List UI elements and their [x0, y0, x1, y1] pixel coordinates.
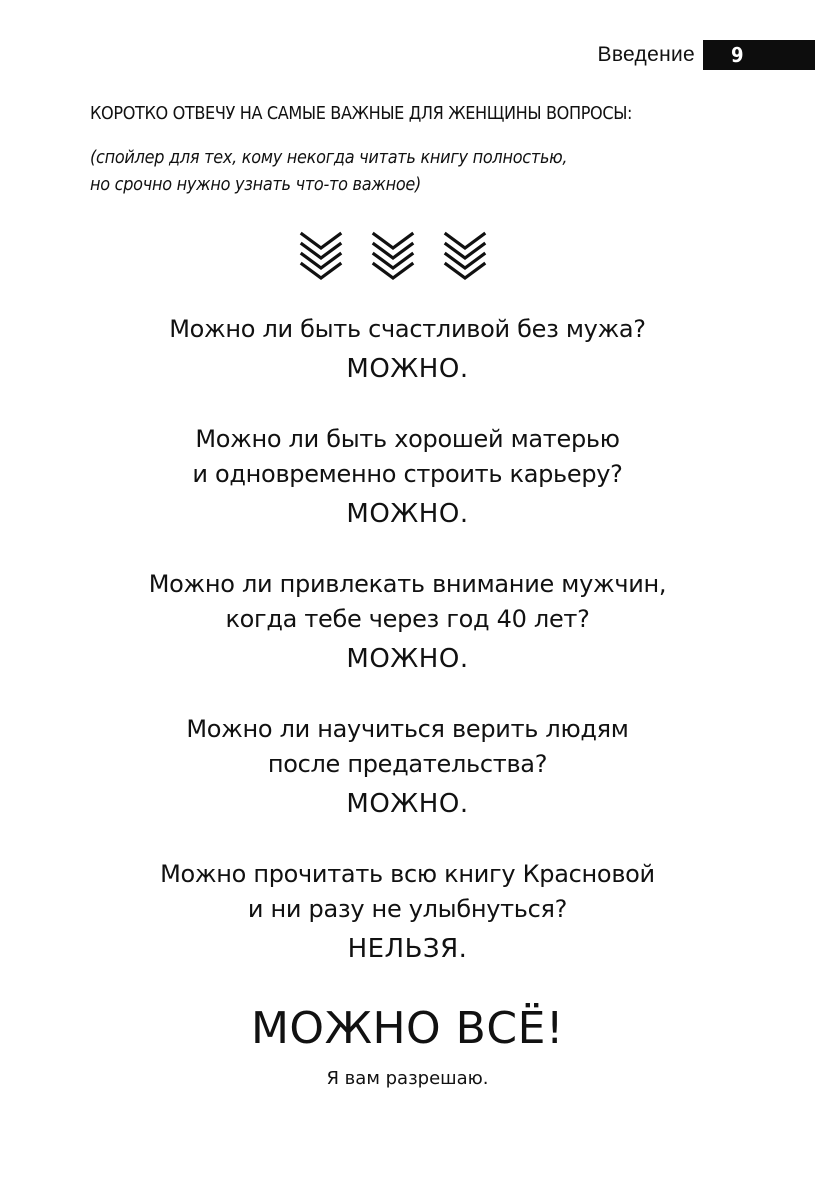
question-line: после предательства?: [267, 750, 548, 778]
section-title: Введение: [597, 43, 695, 66]
question-line: Можно ли привлекать внимание мужчин,: [148, 570, 667, 598]
question-line: Можно ли быть хорошей матерью: [195, 425, 620, 453]
answer: МОЖНО.: [346, 499, 469, 529]
question: [0, 312, 815, 347]
question-line: и одновременно строить карьеру?: [192, 460, 623, 488]
chevron-down-icon: [370, 230, 416, 286]
question-line: Можно ли быть счастливой без мужа?: [169, 315, 646, 343]
chevron-down-icon: [298, 230, 344, 286]
intro-note: [90, 145, 567, 199]
qa-item: [0, 712, 815, 822]
question: [0, 712, 815, 782]
question: [0, 857, 815, 927]
answer: НЕЛЬЗЯ.: [347, 934, 468, 964]
page-number: 9: [731, 43, 744, 67]
question-line: Можно прочитать всю книгу Красновой: [160, 860, 655, 888]
page-number-badge: [703, 40, 815, 70]
chevron-divider: [298, 230, 488, 286]
qa-item: [0, 857, 815, 967]
intro-note-line: (спойлер для тех, кому некогда читать книгу полностью,: [90, 148, 568, 168]
question-line: Можно ли научиться верить людям: [186, 715, 629, 743]
question-line: и ни разу не улыбнуться?: [247, 895, 568, 923]
finale-title: МОЖНО ВСЁ!: [250, 1003, 565, 1054]
running-header: [598, 40, 815, 70]
qa-item: [0, 422, 815, 532]
question: [0, 422, 815, 492]
qa-item: [0, 312, 815, 387]
intro-heading: КОРОТКО ОТВЕЧУ НА САМЫЕ ВАЖНЫЕ ДЛЯ ЖЕНЩИНЫ ВОПРОСЫ:: [90, 104, 633, 124]
qa-list: [0, 312, 815, 1002]
answer: МОЖНО.: [346, 354, 469, 384]
finale-subtitle: Я вам разрешаю.: [326, 1068, 489, 1089]
question-line: когда тебе через год 40 лет?: [225, 605, 590, 633]
qa-item: [0, 567, 815, 677]
answer: МОЖНО.: [346, 789, 469, 819]
intro-note-line: но срочно нужно узнать что-то важное): [90, 175, 422, 195]
answer: МОЖНО.: [346, 644, 469, 674]
question: [0, 567, 815, 637]
chevron-down-icon: [442, 230, 488, 286]
